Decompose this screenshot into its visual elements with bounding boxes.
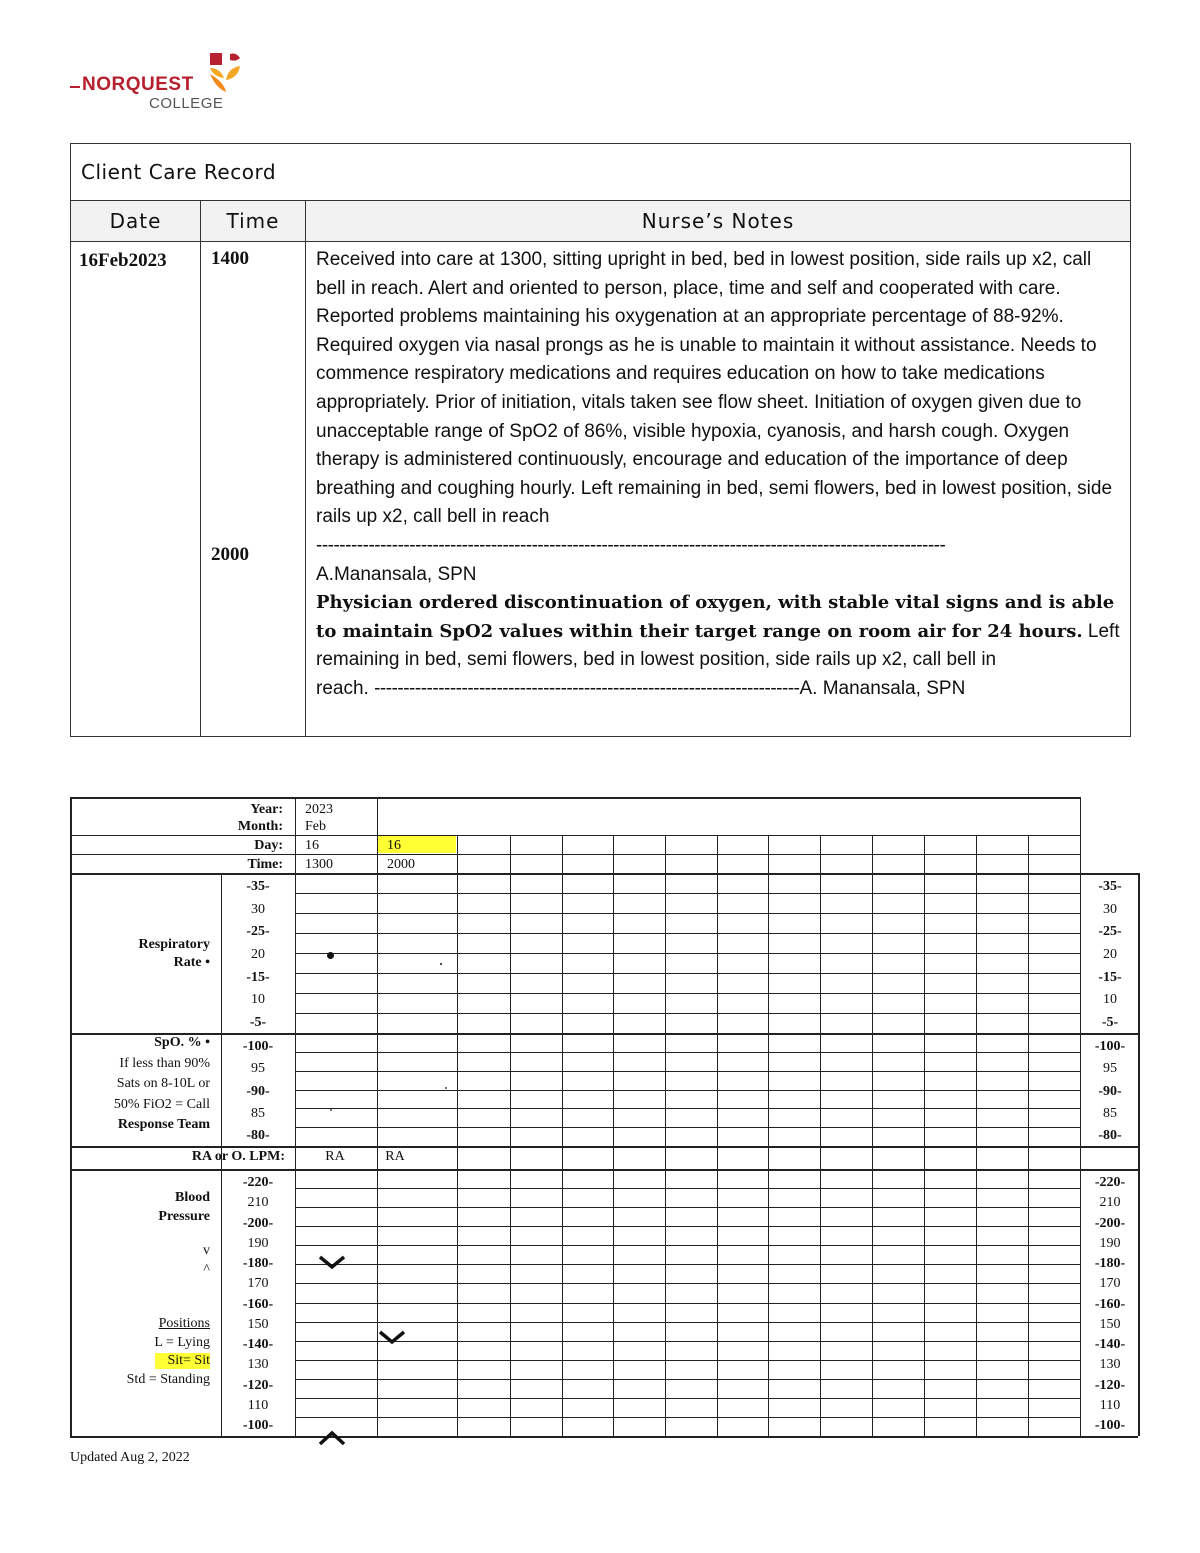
positions-standing: Std = Standing	[126, 1372, 210, 1387]
month-label: Month:	[237, 819, 283, 834]
note-text-2-bold: Physician ordered discontinuation of oxygen, with stable vital signs and is able to maintain SpO2 values within their target range on room air for 24 hours.	[316, 592, 1115, 642]
col-line	[872, 835, 873, 1436]
bp-scale-left: -200-	[242, 1215, 274, 1231]
time-label: Time:	[247, 857, 283, 872]
col-line	[295, 1033, 296, 1146]
ra-value-2: RA	[385, 1149, 405, 1164]
bp-scale-left: -160-	[242, 1296, 274, 1312]
bp-scale-right: 150	[1099, 1316, 1121, 1332]
resp-row-line	[295, 913, 1080, 914]
logo-subtitle: COLLEGE	[149, 95, 224, 112]
resp-scale-right: 10	[1103, 992, 1117, 1008]
note-dashes-1: ------------------------------------------------------------------------------------------------------------	[316, 534, 946, 556]
positions-lying: L = Lying	[154, 1335, 210, 1350]
bp-scale-left: -140-	[242, 1337, 274, 1352]
col-line	[295, 873, 296, 1033]
year-label: Year:	[250, 802, 283, 817]
col-line	[510, 835, 511, 1436]
col-line	[717, 835, 718, 1436]
note-dashes-2: -------------------------------------------------------------------------	[374, 677, 800, 699]
logo-name: NORQUEST	[82, 74, 194, 95]
spo2-row-line	[295, 1090, 1080, 1091]
bp-scale-left: -180-	[242, 1256, 274, 1271]
spo2-row-line	[295, 1052, 1080, 1053]
header-top-border	[70, 797, 1080, 799]
spo2-scale-right: -100-	[1094, 1039, 1126, 1054]
bp-row-line	[295, 1245, 1080, 1246]
resp-scale-left: -15-	[246, 969, 270, 985]
spo2-bottom-border	[70, 1146, 1138, 1148]
left-border	[70, 797, 72, 1436]
resp-scale-left: -5-	[249, 1015, 267, 1030]
resp-scale-left: 20	[251, 947, 265, 962]
note-text-2: Left remaining in bed, semi flowers, bed in lowest position, side rails up x2, call bell in	[316, 620, 1120, 671]
bp-systolic-mark	[377, 1329, 407, 1345]
entry-time-2: 2000	[211, 544, 249, 565]
bp-label-1: Blood	[174, 1190, 210, 1205]
resp-scale-left: -25-	[246, 924, 270, 940]
ra-bottom-border	[70, 1169, 1138, 1171]
bp-systolic-mark	[317, 1254, 347, 1270]
year-value: 2023	[305, 802, 333, 817]
positions-sit: Sit= Sit	[155, 1353, 210, 1369]
day-label: Day:	[254, 838, 283, 853]
col-line	[562, 835, 563, 1436]
resp-label-1: Respiratory	[138, 937, 210, 952]
bp-row-line	[295, 1341, 1080, 1342]
resp-row-line	[295, 1013, 1080, 1014]
header-col-line	[295, 797, 296, 873]
spo2-label-1: If less than 90%	[119, 1055, 210, 1071]
time-value-2: 2000	[387, 857, 415, 872]
resp-label-2: Rate •	[173, 955, 210, 970]
spo2-scale-left: -100-	[242, 1039, 274, 1054]
bp-row-line	[295, 1303, 1080, 1304]
bp-diastolic-mark	[317, 1430, 347, 1446]
resp-row-line	[295, 933, 1080, 934]
resp-row-line	[295, 993, 1080, 994]
bp-row-line	[295, 1417, 1080, 1418]
resp-scale-right: -25-	[1098, 924, 1122, 940]
entry-time-1: 1400	[211, 248, 249, 269]
bp-scale-left: 210	[247, 1195, 269, 1211]
resp-rate-point	[327, 952, 334, 959]
resp-rate-point	[440, 963, 442, 965]
col-line	[295, 1146, 296, 1169]
bp-scale-right: 130	[1099, 1357, 1121, 1373]
spo2-row-line	[295, 1127, 1080, 1128]
spo2-label-4: Response Team	[117, 1117, 210, 1132]
bp-row-line	[295, 1188, 1080, 1189]
spo2-point	[330, 1109, 332, 1111]
bp-scale-left: 190	[247, 1235, 269, 1251]
spo2-label-0: SpO. % •	[154, 1035, 210, 1050]
notes-header: Nurse’s Notes	[306, 201, 1131, 242]
col-line	[924, 835, 925, 1436]
bp-scale-right: 190	[1099, 1235, 1121, 1251]
bp-scale-right: -220-	[1094, 1175, 1126, 1190]
header-row-line	[70, 854, 1080, 855]
ra-value-1: RA	[325, 1149, 345, 1164]
bp-row-line	[295, 1398, 1080, 1399]
resp-row-line	[295, 953, 1080, 954]
bp-scale-right: -200-	[1094, 1215, 1126, 1231]
resp-scale-right: -5-	[1101, 1015, 1119, 1030]
spo2-scale-left: 95	[251, 1061, 265, 1077]
resp-scale-left: -35-	[246, 879, 270, 894]
resp-scale-right: -15-	[1098, 969, 1122, 985]
note-signature-2: A. Manansala, SPN	[799, 677, 966, 699]
spo2-scale-left: 85	[251, 1105, 265, 1121]
bp-scale-left: 150	[247, 1316, 269, 1332]
spo2-scale-right: -90-	[1098, 1083, 1122, 1099]
col-line	[295, 1169, 296, 1436]
bp-row-line	[295, 1207, 1080, 1208]
bp-scale-left: 130	[247, 1357, 269, 1373]
footer-updated: Updated Aug 2, 2022	[70, 1450, 190, 1465]
bp-bottom-border	[70, 1436, 1138, 1438]
day-value-1: 16	[305, 838, 319, 853]
bp-diastolic-symbol: ^	[203, 1262, 210, 1277]
bp-systolic-symbol: v	[203, 1243, 210, 1258]
resp-scale-left: 10	[251, 992, 265, 1008]
bp-scale-right: -120-	[1094, 1377, 1126, 1393]
bp-scale-left: -220-	[242, 1175, 274, 1190]
bp-scale-right: -180-	[1094, 1256, 1126, 1271]
record-title: Client Care Record	[71, 144, 1131, 201]
positions-title: Positions	[158, 1316, 210, 1331]
bp-scale-right: 210	[1099, 1195, 1121, 1211]
entry-date: 16Feb2023	[71, 242, 201, 737]
month-value: Feb	[305, 819, 326, 834]
bp-label-2: Pressure	[158, 1209, 210, 1224]
spo2-label-2: Sats on 8-10L or	[116, 1076, 210, 1091]
bp-scale-left: 170	[247, 1276, 269, 1292]
bp-scale-right: -100-	[1094, 1418, 1126, 1433]
spo2-label-3: 50% FiO2 = Call	[113, 1096, 210, 1112]
ra-label: RA or O. LPM:	[191, 1149, 285, 1164]
bp-row-line	[295, 1264, 1080, 1265]
spo2-scale-left: -80-	[246, 1128, 270, 1143]
col-line	[1028, 835, 1029, 1436]
bp-scale-right: 110	[1099, 1397, 1121, 1413]
resp-row-line	[295, 893, 1080, 894]
bp-scale-right: -140-	[1094, 1337, 1126, 1352]
resp-scale-left: 30	[251, 901, 265, 917]
spo2-row-line	[295, 1108, 1080, 1109]
col-line	[665, 835, 666, 1436]
bp-row-line	[295, 1322, 1080, 1323]
col-line	[976, 835, 977, 1436]
bp-row-line	[295, 1226, 1080, 1227]
day-value-2: 16	[387, 838, 401, 853]
note-reach: reach.	[316, 677, 375, 699]
header-row-line	[70, 835, 1080, 836]
time-value-1: 1300	[305, 857, 333, 872]
col-line	[457, 835, 458, 1436]
spo2-scale-left: -90-	[246, 1083, 270, 1099]
spo2-scale-right: 85	[1103, 1105, 1117, 1121]
resp-scale-right: -35-	[1098, 879, 1122, 894]
note-signature-1: A.Manansala, SPN	[316, 563, 477, 585]
col-line	[613, 835, 614, 1436]
bp-scale-left: -100-	[242, 1418, 274, 1433]
date-header: Date	[71, 201, 201, 242]
time-header: Time	[201, 201, 306, 242]
resp-scale-right: 20	[1103, 947, 1117, 962]
spo2-row-line	[295, 1071, 1080, 1072]
spo2-scale-right: 95	[1103, 1061, 1117, 1077]
resp-scale-right: 30	[1103, 901, 1117, 917]
spo2-scale-right: -80-	[1098, 1128, 1122, 1143]
bp-scale-right: 170	[1099, 1276, 1121, 1292]
resp-row-line	[295, 973, 1080, 974]
col-line	[768, 835, 769, 1436]
bp-row-line	[295, 1379, 1080, 1380]
header-bottom-border	[70, 873, 1138, 875]
col-line	[820, 835, 821, 1436]
bp-row-line	[295, 1283, 1080, 1284]
note-text-1: Received into care at 1300, sitting upright in bed, bed in lowest position, side rails up x2, call bell in reach. Alert and oriented to person, place, time and self and cooperated with care. Reported problems maintaining his oxygenation at an appropriate percentage of 88-92%. Required oxygen via nasal prongs as he is unable to maintain it without assistance. Needs to commence respiratory medications and requires education on how to take medications appropriately. Prior of initiation, vitals taken see flow sheet. Initiation of oxygen given due to unacceptable range of SpO2 of 86%, visible hypoxia, cyanosis, and harsh cough. Oxygen therapy is administered continuously, encourage and education of the importance of deep breathing and coughing hourly. Left remaining in bed, semi flowers, bed in lowest position, side rails up x2, call bell in reach	[316, 249, 1113, 528]
bp-scale-right: -160-	[1094, 1296, 1126, 1312]
bp-row-line	[295, 1360, 1080, 1361]
resp-bottom-border	[70, 1033, 1138, 1035]
bp-scale-left: 110	[247, 1397, 269, 1413]
bp-scale-left: -120-	[242, 1377, 274, 1393]
